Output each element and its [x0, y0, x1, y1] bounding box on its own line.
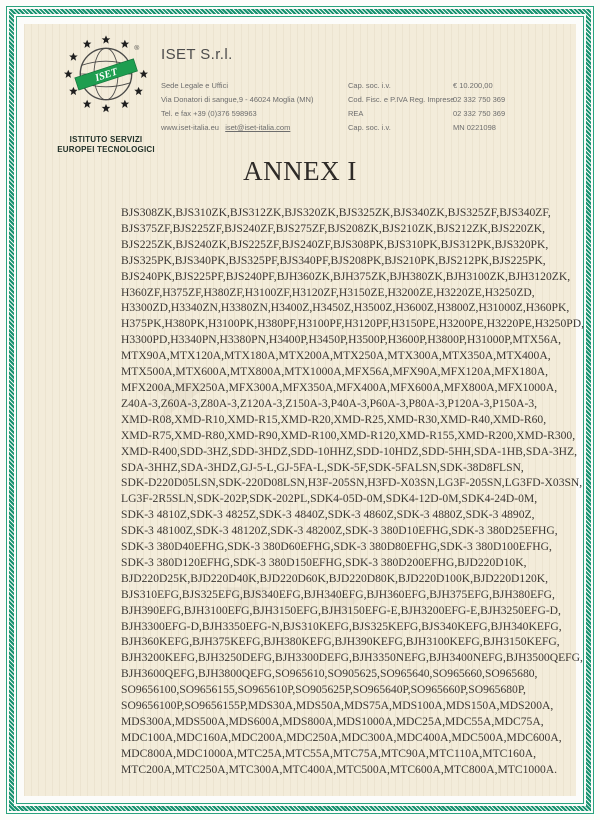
rea-label: REA: [348, 109, 364, 118]
code-line: H3300ZD,H3340ZN,H3380ZN,H3400Z,H3450Z,H3500Z,H3600Z,H3800Z,H31000Z,H360PK,: [121, 301, 570, 315]
registration-label: Cap. soc. i.v.: [348, 123, 391, 132]
code-line: BJS308ZK,BJS310ZK,BJS312ZK,BJS320ZK,BJS325ZK,BJS340ZK,BJS325ZF,BJS340ZF,: [121, 206, 551, 219]
code-line: BJS225ZK,BJS240ZK,BJS225ZF,BJS240ZF,BJS308PK,BJS310PK,BJS312PK,BJS320PK,: [121, 237, 549, 251]
watermark-star: ★: [219, 560, 275, 629]
code-line: XMD-R75,XMD-R80,XMD-R90,XMD-R100,XMD-R120,XMD-R155,XMD-R200,XMD-R300,: [121, 428, 576, 442]
code-line: H375PK,H380PK,H3100PK,H380PF,H3100PF,H3120PF,H3150PE,H3200PE,H3220PE,H3250PD,: [121, 317, 584, 331]
code-line: BJS240PK,BJS225PF,BJS240PF,BJH360ZK,BJH375ZK,BJH380ZK,BJH3100ZK,BJH3120ZK,: [121, 269, 571, 283]
product-code-list: [121, 205, 584, 778]
code-line: XMD-R400,SDD-3HZ,SDD-3HDZ,SDD-10HHZ,SDD-10HDZ,SDD-5HH,SDA-1HB,SDA-3HZ,: [121, 444, 578, 458]
code-line: BJD220D25K,BJD220D40K,BJD220D60K,BJD220D80K,BJD220D100K,BJD220D120K,: [121, 571, 549, 585]
header-info-row: [161, 95, 561, 107]
code-line: BJS310EFG,BJS325EFG,BJS340EFG,BJH340EFG,BJH360EFG,BJH375EFG,BJH380EFG,: [121, 587, 555, 601]
code-line: SDA-3HHZ,SDA-3HDZ,GJ-5-L,GJ-5FA-L,SDK-5F,SDK-5FALSN,SDK-38D8FLSN,: [121, 460, 524, 474]
code-line: MTX500A,MTX600A,MTX800A,MTX1000A,MFX56A,MFX90A,MFX120A,MFX180A,: [121, 365, 549, 379]
svg-text:ISET: ISET: [93, 66, 119, 85]
code-line: H360ZF,H375ZF,H380ZF,H3100ZF,H3120ZF,H3150ZE,H3200ZE,H3220ZE,H3250ZD,: [121, 285, 535, 299]
code-line: MDS300A,MDS500A,MDS600A,MDS800A,MDS1000A,MDC25A,MDC55A,MDC75A,: [121, 715, 544, 728]
code-line: BJH3600QEFG,BJH3800QEFG,SO965610,SO905625,SO965640,SO965660,SO965680,: [121, 667, 538, 681]
code-line: BJH3200KEFG,BJH3250DEFG,BJH3300DEFG,BJH3350NEFG,BJH3400NEFG,BJH3500QEFG,: [121, 651, 583, 665]
institute-name: [40, 135, 172, 155]
website-text: www.iset-italia.eu: [161, 123, 219, 132]
code-line: SDK-3 48100Z,SDK-3 48120Z,SDK-3 48200Z,SDK-3 380D10EFHG,SDK-3 380D25EFHG,: [121, 524, 558, 538]
code-line: MTX90A,MTX120A,MTX180A,MTX200A,MTX250A,MTX300A,MTX350A,MTX400A,: [121, 349, 551, 363]
letterhead-page: [24, 24, 584, 796]
vat-value: 02 332 750 369: [453, 95, 506, 104]
office-label: Sede Legale e Uffici: [161, 81, 228, 90]
code-line: BJH3300EFG-D,BJH3350EFG-N,BJS310KEFG,BJS325KEFG,BJS340KEFG,BJH340KEFG,: [121, 619, 562, 633]
email-link[interactable]: iset@iset-italia.com: [225, 123, 291, 132]
capital-label: Cap. soc. i.v.: [348, 81, 391, 90]
code-line: BJS325PK,BJS340PK,BJS325PF,BJS340PF,BJS208PK,BJS210PK,BJS212PK,BJS225PK,: [121, 253, 546, 267]
watermark-star: ★: [324, 576, 366, 628]
code-line: MDC100A,MDC160A,MDC200A,MDC250A,MDC300A,MDC400A,MDC500A,MDC600A,: [121, 730, 562, 744]
capital-value: € 10.200,00: [453, 81, 493, 90]
code-line: BJS375ZF,BJS225ZF,BJS240ZF,BJS275ZF,BJS208ZK,BJS210ZK,BJS212ZK,BJS220ZK,: [121, 221, 546, 235]
code-line: SDK-3 380D120EFHG,SDK-3 380D150EFHG,SDK-3 380D200EFHG,BJD220D10K,: [121, 555, 527, 569]
institute-name-line1: ISTITUTO SERVIZI: [69, 135, 143, 144]
code-line: LG3F-2R5SLN,SDK-202P,SDK-202PL,SDK4-05D-0M,SDK4-12D-0M,SDK4-24D-0M,: [121, 492, 538, 506]
watermark-star: ★: [144, 349, 214, 437]
code-line: SDK-3 4810Z,SDK-3 4825Z,SDK-3 4840Z,SDK-3 4860Z,SDK-3 4880Z,SDK-3 4890Z,: [121, 508, 535, 522]
vat-label: Cod. Fisc. e P.IVA Reg. Imprese: [348, 95, 455, 104]
iset-globe-logo-icon: [46, 30, 166, 130]
rea-value: 02 332 750 369: [453, 109, 506, 118]
code-line: SDK-3 380D40EFHG,SDK-3 380D60EFHG,SDK-3 380D80EFHG,SDK-3 380D100EFHG,: [121, 540, 552, 554]
address-text: Via Donatori di sangue,9 - 46024 Moglia (MN): [161, 95, 314, 104]
registration-value: MN 0221098: [453, 123, 496, 132]
header-info-row: [161, 123, 561, 135]
certificate-border-inner: [16, 16, 584, 804]
website-and-email: [161, 123, 290, 132]
certificate-border-outer: [6, 6, 594, 814]
header-info-row: [161, 109, 561, 121]
page-title: ANNEX I: [243, 156, 357, 186]
code-line: XMD-R08,XMD-R10,XMD-R15,XMD-R20,XMD-R25,XMD-R30,XMD-R40,XMD-R60,: [121, 412, 547, 426]
code-line: MFX200A,MFX250A,MFX300A,MFX350A,MFX400A,MFX600A,MFX800A,MFX1000A,: [121, 380, 558, 394]
code-line: SDK-D220D05LSN,SDK-220D08LSN,H3F-205SN,H3FD-X03SN,LG3F-205SN,LG3FD-X03SN,: [121, 476, 583, 490]
header-info-row: [161, 81, 561, 93]
phone-text: Tel. e fax +39 (0)376 598963: [161, 109, 257, 118]
code-line: H3300PD,H3340PN,H3380PN,H3400P,H3450P,H3500P,H3600P,H3800P,H31000P,MTX56A,: [121, 333, 561, 347]
code-line: Z40A-3,Z60A-3,Z80A-3,Z120A-3,Z150A-3,P40A-3,P60A-3,P80A-3,P120A-3,P150A-3,: [121, 396, 538, 410]
code-line: SO9656100,SO9656155,SO965610P,SO905625P,SO965640P,SO965660P,SO965680P,: [121, 683, 526, 697]
iset-logo-block: [40, 30, 172, 155]
institute-name-line2: EUROPEI TECNOLOGICI: [57, 145, 155, 154]
certificate-border-band: [9, 9, 591, 811]
code-line: MTC200A,MTC250A,MTC300A,MTC400A,MTC500A,MTC600A,MTC800A,MTC1000A.: [121, 762, 558, 776]
code-line: BJH390EFG,BJH3100EFG,BJH3150EFG,BJH3150EFG-E,BJH3200EFG-E,BJH3250EFG-D,: [121, 603, 561, 617]
code-line: MDC800A,MDC1000A,MTC25A,MTC55A,MTC75A,MTC90A,MTC110A,MTC160A,: [121, 746, 537, 760]
company-name: ISET S.r.l.: [161, 46, 233, 63]
registered-mark: ®: [134, 45, 140, 52]
code-line: BJH360KEFG,BJH375KEFG,BJH380KEFG,BJH390KEFG,BJH3100KEFG,BJH3150KEFG,: [121, 635, 560, 649]
code-line: SO9656100P,SO9656155P,MDS30A,MDS50A,MDS75A,MDS100A,MDS150A,MDS200A,: [121, 699, 554, 713]
